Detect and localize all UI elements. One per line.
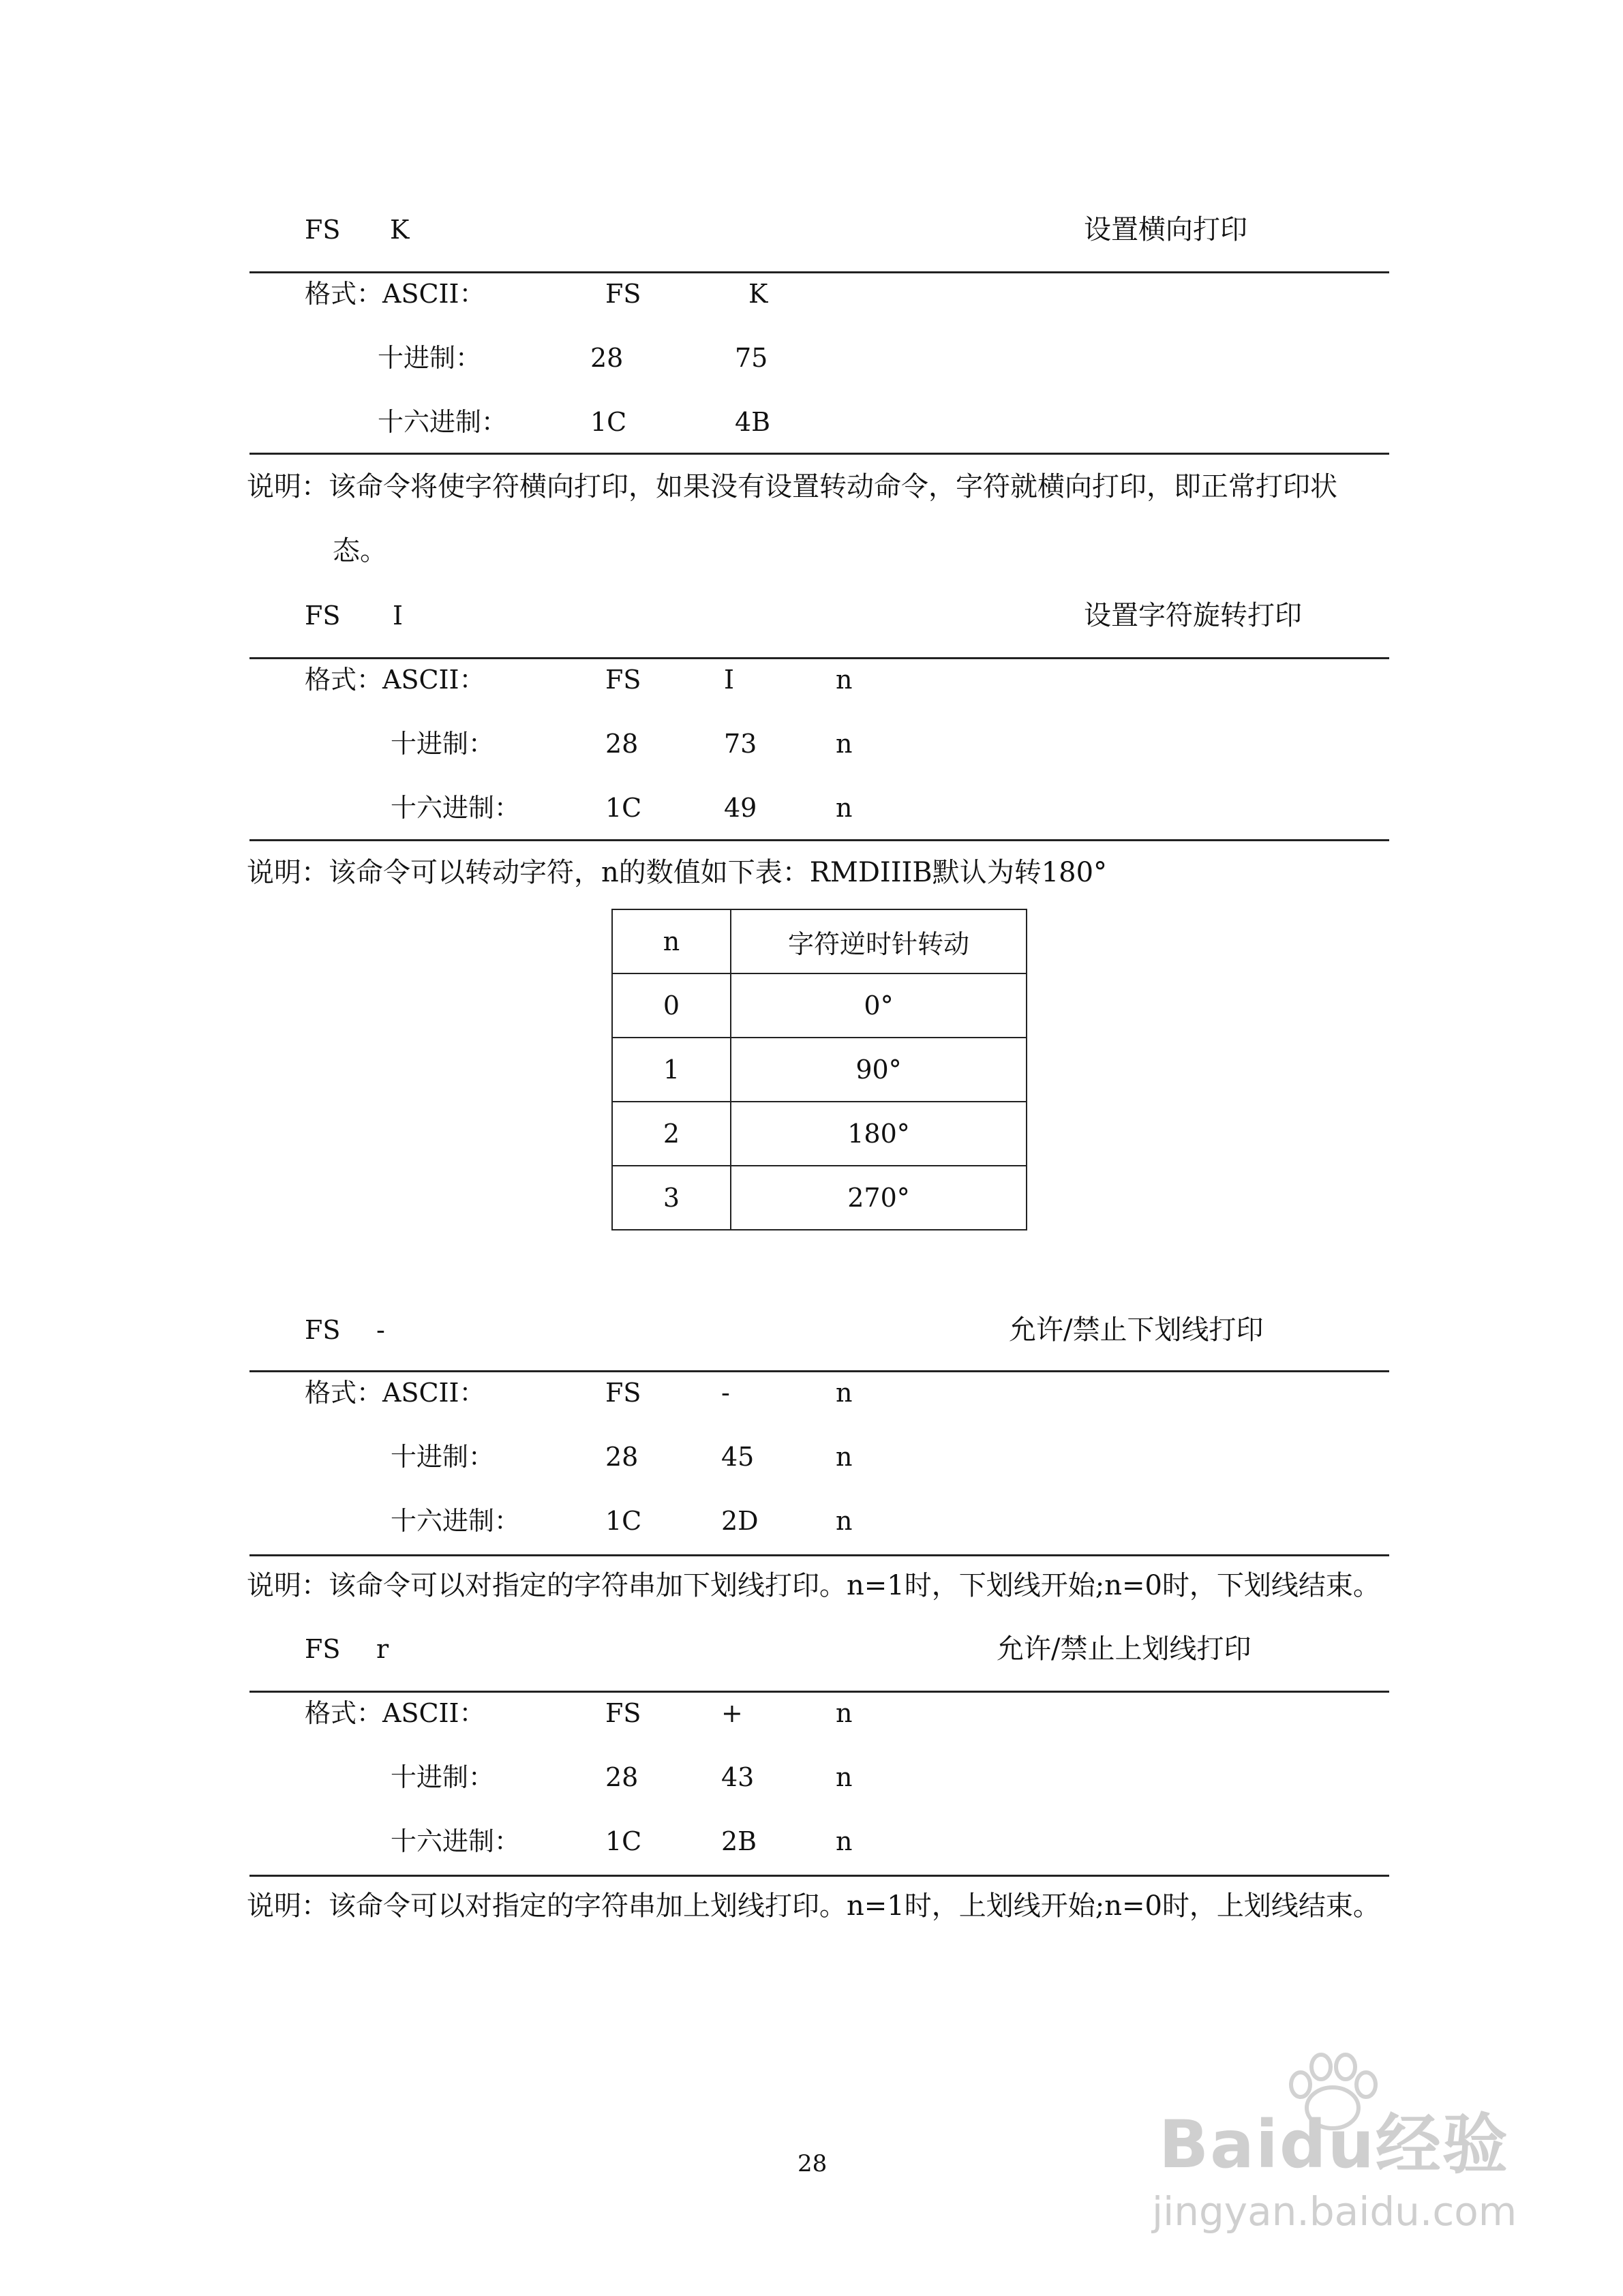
decimal-byte-1: 28	[605, 729, 639, 759]
hex-byte-2: 2D	[721, 1506, 759, 1536]
decimal-byte-2: 75	[735, 343, 768, 373]
table-cell-n: 1	[612, 1038, 731, 1102]
command-title: 允许/禁止下划线打印	[1009, 1314, 1264, 1346]
hex-byte-1: 1C	[590, 407, 627, 437]
table-header-row	[612, 909, 1027, 973]
divider	[249, 453, 1389, 455]
page-number: 28	[798, 2150, 828, 2177]
command-code: FS	[305, 215, 341, 245]
table-cell-n: 0	[612, 973, 731, 1038]
divider	[249, 1370, 1389, 1372]
command-param: -	[376, 1315, 385, 1345]
decimal-label: 十进制：	[391, 729, 495, 759]
ascii-byte-1: FS	[605, 1698, 641, 1728]
table-row	[612, 1038, 1027, 1102]
hex-param: n	[836, 1826, 853, 1856]
table-cell-n: 2	[612, 1102, 731, 1166]
command-title: 设置字符旋转打印	[1084, 600, 1302, 631]
hex-param: n	[836, 793, 853, 823]
ascii-byte-1: FS	[605, 1378, 641, 1408]
command-title: 允许/禁止上划线打印	[997, 1633, 1252, 1665]
hex-label: 十六进制：	[391, 1826, 521, 1856]
ascii-param: n	[836, 665, 853, 695]
command-code: FS	[305, 1315, 341, 1345]
table-row	[612, 1166, 1027, 1230]
table-row	[612, 973, 1027, 1038]
decimal-byte-1: 28	[590, 343, 624, 373]
hex-byte-2: 2B	[721, 1826, 757, 1856]
ascii-byte-1: FS	[605, 279, 641, 309]
table-row	[612, 1102, 1027, 1166]
decimal-byte-2: 45	[721, 1442, 755, 1472]
hex-label: 十六进制：	[391, 793, 521, 823]
decimal-byte-1: 28	[605, 1442, 639, 1472]
description: 说明：该命令可以对指定的字符串加上划线打印。n=1时，上划线开始;n=0时，上划线结束。	[247, 1890, 1380, 1922]
format-label: 格式：ASCII：	[305, 665, 485, 695]
description-continued: 态。	[333, 535, 387, 567]
command-title: 设置横向打印	[1084, 214, 1247, 245]
decimal-param: n	[836, 1442, 853, 1472]
command-code: FS	[305, 601, 341, 631]
divider	[249, 657, 1389, 659]
hex-byte-1: 1C	[605, 1506, 642, 1536]
command-code: FS	[305, 1634, 341, 1664]
hex-byte-2: 4B	[735, 407, 771, 437]
ascii-byte-2: -	[721, 1378, 730, 1408]
hex-byte-1: 1C	[605, 1826, 642, 1856]
ascii-byte-2: I	[724, 665, 735, 695]
decimal-byte-2: 73	[724, 729, 757, 759]
table-cell-angle: 0°	[731, 973, 1027, 1038]
hex-param: n	[836, 1506, 853, 1536]
divider	[249, 1691, 1389, 1693]
divider	[249, 839, 1389, 841]
ascii-param: n	[836, 1378, 853, 1408]
divider	[249, 271, 1389, 273]
ascii-byte-2: +	[721, 1698, 743, 1728]
decimal-label: 十进制：	[378, 343, 482, 373]
watermark-brand: Baidu经验	[1159, 2106, 1509, 2183]
description: 说明：该命令将使字符横向打印，如果没有设置转动命令，字符就横向打印，即正常打印状	[247, 471, 1337, 502]
description: 说明：该命令可以转动字符，n的数值如下表：RMDIIIB默认为转180°	[247, 857, 1108, 888]
ascii-byte-1: FS	[605, 665, 641, 695]
decimal-param: n	[836, 729, 853, 759]
decimal-byte-1: 28	[605, 1762, 639, 1792]
rotation-table	[611, 909, 1027, 1230]
decimal-label: 十进制：	[391, 1762, 495, 1792]
description: 说明：该命令可以对指定的字符串加下划线打印。n=1时，下划线开始;n=0时，下划线结束。	[247, 1570, 1380, 1601]
table-cell-angle: 180°	[731, 1102, 1027, 1166]
ascii-byte-2: K	[748, 279, 768, 309]
hex-label: 十六进制：	[378, 407, 508, 437]
format-label: 格式：ASCII：	[305, 279, 485, 309]
divider	[249, 1875, 1389, 1877]
decimal-label: 十进制：	[391, 1442, 495, 1472]
table-header-n: n	[612, 909, 731, 973]
divider	[249, 1554, 1389, 1556]
command-param: I	[393, 601, 404, 631]
format-label: 格式：ASCII：	[305, 1698, 485, 1728]
hex-byte-2: 49	[724, 793, 757, 823]
decimal-byte-2: 43	[721, 1762, 755, 1792]
command-param: K	[390, 215, 410, 245]
table-cell-n: 3	[612, 1166, 731, 1230]
table-cell-angle: 90°	[731, 1038, 1027, 1102]
command-param: r	[376, 1634, 389, 1664]
table-cell-angle: 270°	[731, 1166, 1027, 1230]
hex-byte-1: 1C	[605, 793, 642, 823]
decimal-param: n	[836, 1762, 853, 1792]
table-header-rotation: 字符逆时针转动	[731, 909, 1027, 973]
hex-label: 十六进制：	[391, 1506, 521, 1536]
ascii-param: n	[836, 1698, 853, 1728]
format-label: 格式：ASCII：	[305, 1378, 485, 1408]
watermark-url: jingyan.baidu.com	[1152, 2188, 1517, 2235]
